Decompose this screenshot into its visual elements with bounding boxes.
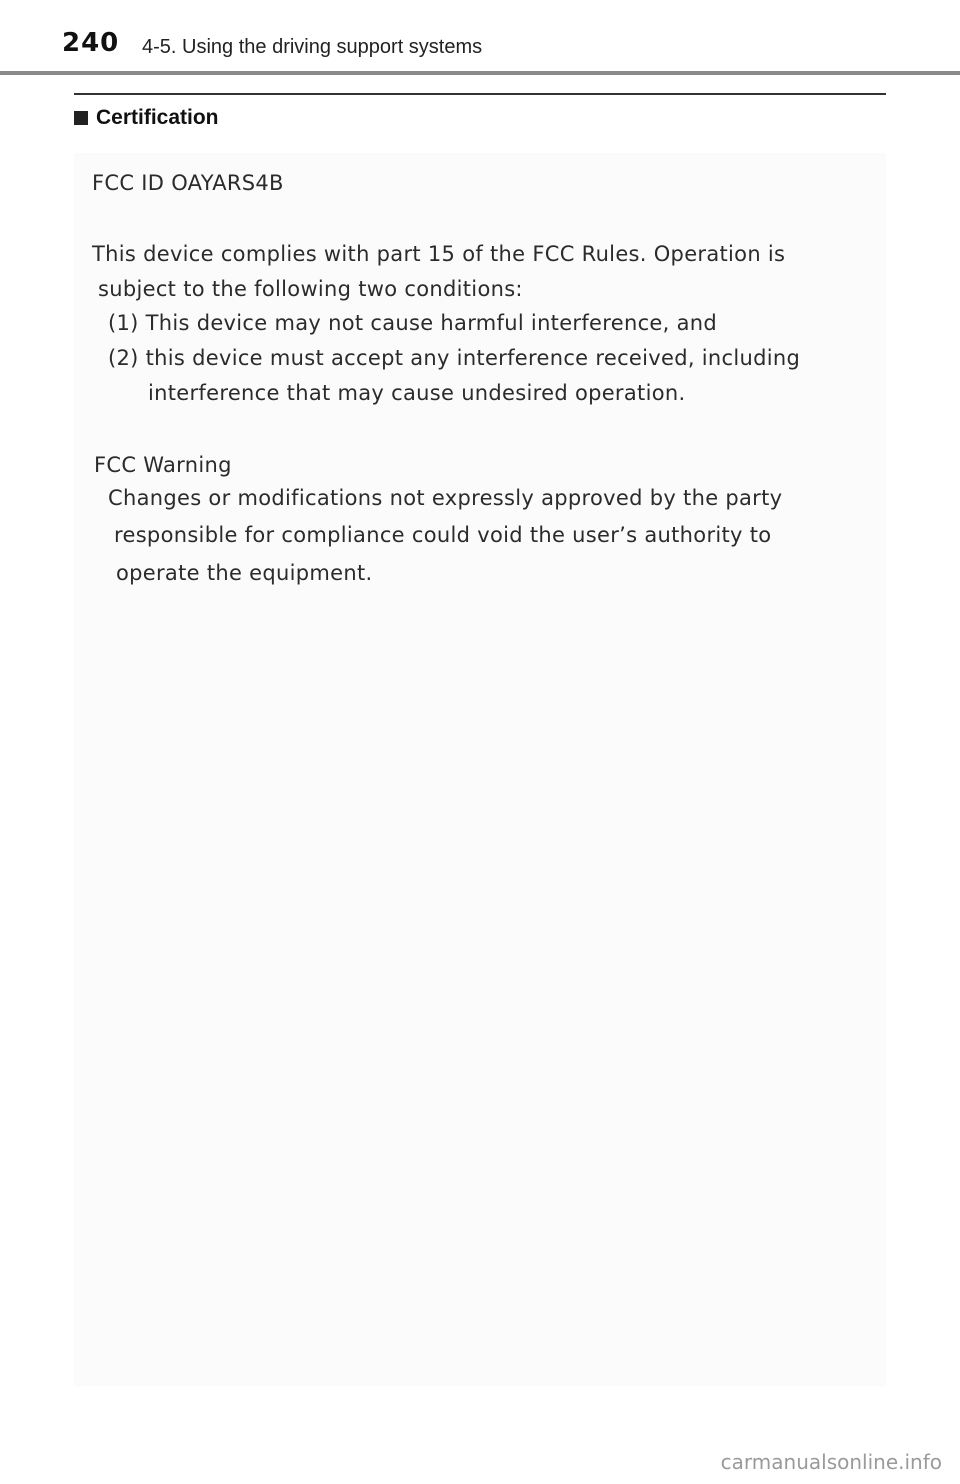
- warning-line-1: Changes or modifications not expressly approved by the party: [108, 486, 783, 510]
- condition-2-line-2: interference that may cause undesired operation.: [148, 381, 686, 405]
- header-divider: [0, 71, 960, 75]
- compliance-line-1: This device complies with part 15 of the FCC Rules. Operation is: [92, 242, 786, 266]
- page-header: [0, 0, 960, 76]
- square-bullet-icon: [74, 111, 88, 125]
- page-number: 240: [62, 28, 120, 58]
- section-title: 4-5. Using the driving support systems: [142, 36, 483, 58]
- condition-1: (1) This device may not cause harmful interference, and: [108, 311, 718, 335]
- fcc-warning-heading: FCC Warning: [94, 453, 232, 477]
- subhead-divider: [74, 93, 886, 95]
- certification-label-image: [74, 153, 886, 1386]
- subhead-certification: [74, 106, 219, 130]
- condition-2-line-1: (2) this device must accept any interference received, including: [108, 346, 801, 370]
- watermark: carmanualsonline.info: [720, 1450, 942, 1474]
- subhead-title: Certification: [96, 106, 219, 129]
- warning-line-2: responsible for compliance could void the user’s authority to: [114, 523, 772, 547]
- compliance-line-2: subject to the following two conditions:: [98, 277, 523, 301]
- warning-line-3: operate the equipment.: [116, 561, 373, 585]
- fcc-id: FCC ID OAYARS4B: [92, 171, 284, 195]
